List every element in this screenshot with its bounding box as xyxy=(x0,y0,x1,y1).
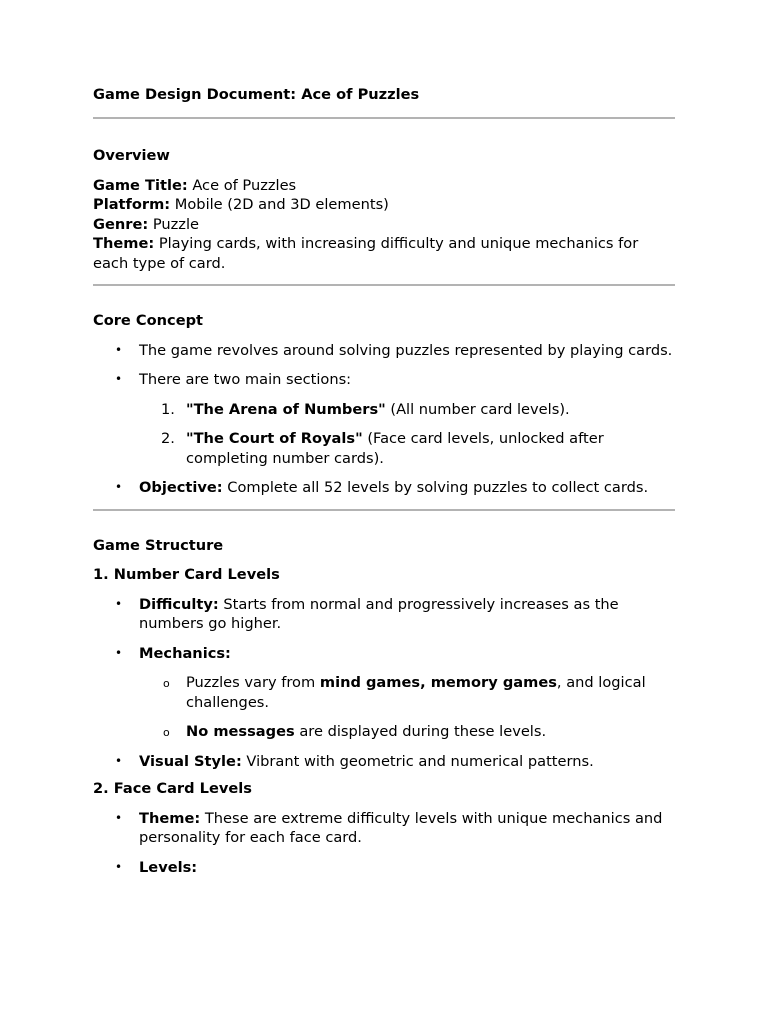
list-item xyxy=(93,722,675,742)
list-item xyxy=(93,644,675,664)
core-bullet-2: There are two main sections: xyxy=(139,371,352,388)
list-item xyxy=(93,341,675,361)
core-concept-list xyxy=(93,341,675,390)
face-theme-label: Theme: xyxy=(139,809,201,827)
section-2-name: "The Court of Royals" xyxy=(186,430,363,447)
bullet-marker: • xyxy=(115,859,123,874)
difficulty-label: Difficulty: xyxy=(139,595,219,613)
mechanics-1-bold: mind games, memory games xyxy=(319,674,557,691)
circle-marker: o xyxy=(163,677,170,690)
circle-marker: o xyxy=(163,726,170,739)
game-structure-heading: Game Structure xyxy=(93,536,224,554)
difficulty-value: Starts from normal and progressively increases as the numbers go higher. xyxy=(139,595,619,632)
divider xyxy=(93,284,675,286)
objective-value: Complete all 52 levels by solving puzzles to collect cards. xyxy=(222,479,649,496)
number-marker: 1. xyxy=(161,400,175,418)
section-1-desc: (All number card levels). xyxy=(385,400,570,418)
theme-line xyxy=(93,234,675,273)
overview-block xyxy=(93,176,675,274)
bullet-marker: • xyxy=(115,645,123,660)
platform-value: Mobile (2D and 3D elements) xyxy=(170,196,389,213)
number-marker: 2. xyxy=(161,430,175,447)
number-card-levels-heading: 1. Number Card Levels xyxy=(93,566,280,583)
genre-label: Genre: xyxy=(93,215,149,233)
list-item xyxy=(93,478,675,498)
core-bullet-1: The game revolves around solving puzzles represented by playing cards. xyxy=(139,341,673,359)
genre-line xyxy=(93,215,675,235)
core-concept-heading: Core Concept xyxy=(93,312,204,329)
bullet-marker: • xyxy=(115,342,123,357)
list-item xyxy=(93,858,675,878)
bullet-marker: • xyxy=(115,753,123,768)
mechanics-1-pre: Puzzles vary from xyxy=(186,674,320,691)
mechanics-1-post: , and logical challenges. xyxy=(186,674,646,711)
platform-label: Platform: xyxy=(93,196,171,213)
bullet-marker: • xyxy=(115,810,123,825)
bullet-marker: • xyxy=(115,372,123,386)
list-item xyxy=(93,595,675,634)
list-item xyxy=(93,673,675,712)
number-card-list xyxy=(93,595,675,664)
theme-value: Playing cards, with increasing difficulty and unique mechanics for each type of card. xyxy=(93,235,639,272)
platform-line xyxy=(93,195,675,215)
divider xyxy=(93,117,675,119)
mechanics-2-bold: No messages xyxy=(186,723,295,740)
bullet-marker: • xyxy=(115,480,123,494)
genre-value: Puzzle xyxy=(148,215,199,233)
list-item xyxy=(93,370,675,390)
objective-list xyxy=(93,478,675,498)
divider xyxy=(93,509,675,511)
list-item xyxy=(93,809,675,848)
section-1-name: "The Arena of Numbers" xyxy=(186,400,386,418)
objective-label: Objective: xyxy=(139,479,223,496)
theme-label: Theme: xyxy=(93,235,155,252)
visual-style-label: Visual Style: xyxy=(139,752,242,770)
visual-style-list xyxy=(93,752,675,772)
document-title: Game Design Document: Ace of Puzzles xyxy=(93,86,420,103)
game-title-value: Ace of Puzzles xyxy=(187,176,297,194)
mechanics-sublist xyxy=(93,673,675,742)
overview-heading: Overview xyxy=(93,147,170,164)
visual-style-value: Vibrant with geometric and numerical patterns. xyxy=(241,752,594,770)
list-item xyxy=(93,752,675,772)
sections-list xyxy=(93,400,675,469)
mechanics-label: Mechanics: xyxy=(139,644,231,662)
list-item xyxy=(93,400,675,420)
section-2-desc: (Face card levels, unlocked after completing number cards). xyxy=(186,430,604,467)
mechanics-2-post: are displayed during these levels. xyxy=(294,723,547,740)
face-card-list xyxy=(93,809,675,878)
bullet-marker: • xyxy=(115,596,123,611)
face-theme-value: These are extreme difficulty levels with unique mechanics and personality for each face card. xyxy=(139,809,663,846)
document-page xyxy=(93,85,675,877)
levels-label: Levels: xyxy=(139,858,198,876)
game-title-label: Game Title: xyxy=(93,176,188,194)
list-item xyxy=(93,429,675,468)
game-title-line xyxy=(93,176,675,196)
face-card-levels-heading: 2. Face Card Levels xyxy=(93,780,252,797)
